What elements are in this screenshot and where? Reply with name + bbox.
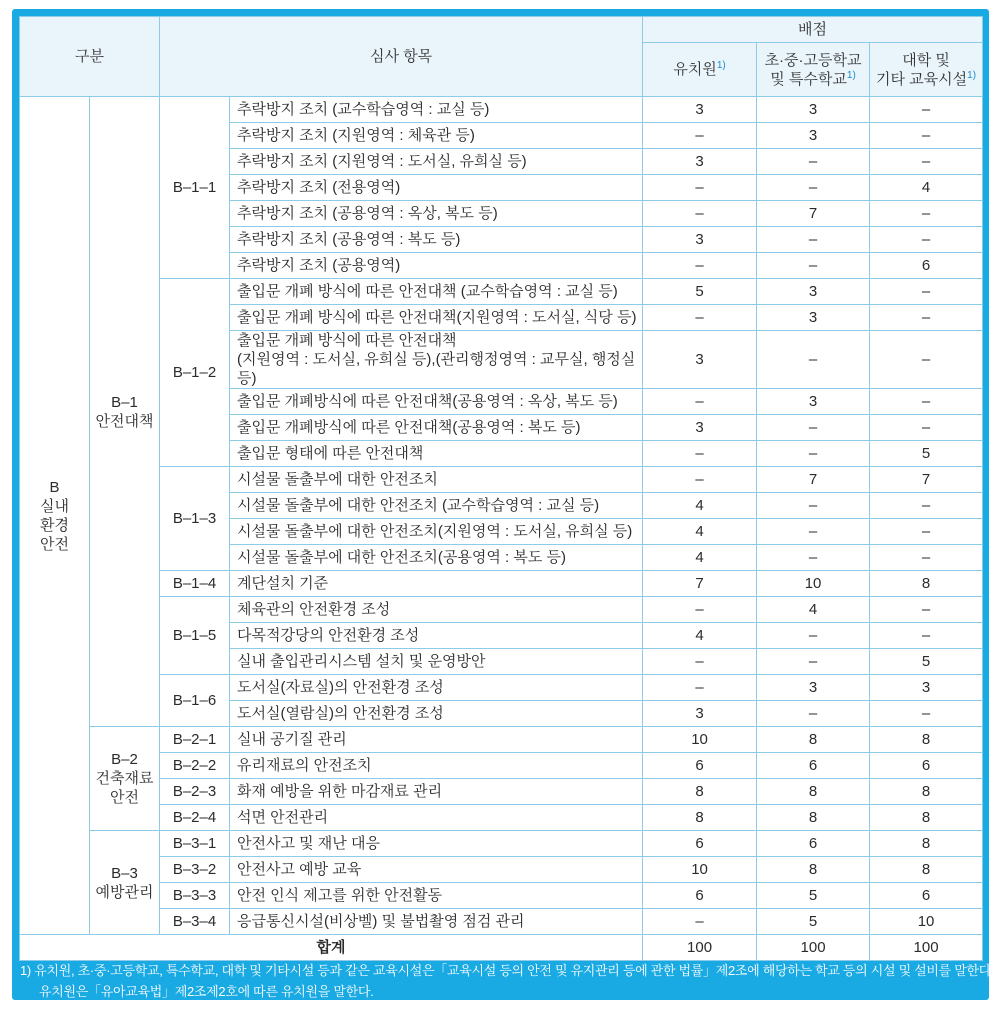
row-item: 시설물 돌출부에 대한 안전조치(공용영역 : 복도 등) [230, 545, 643, 571]
table-row [20, 805, 983, 831]
table-row [20, 675, 983, 701]
row-item: 추락방지 조치 (공용영역 : 복도 등) [230, 227, 643, 253]
score-school: – [757, 649, 870, 675]
score-university: – [870, 389, 983, 415]
score-kindergarten: 3 [643, 701, 757, 727]
score-table [19, 16, 983, 961]
row-item: 출입문 개폐방식에 따른 안전대책(공용영역 : 복도 등) [230, 415, 643, 441]
group-b1: B–1 안전대책 [90, 97, 160, 727]
score-school: – [757, 175, 870, 201]
score-school: 6 [757, 831, 870, 857]
score-school: – [757, 545, 870, 571]
score-school: 7 [757, 201, 870, 227]
score-university: – [870, 597, 983, 623]
row-item: 응급통신시설(비상벨) 및 불법촬영 점검 관리 [230, 909, 643, 935]
score-kindergarten: – [643, 253, 757, 279]
row-item: 추락방지 조치 (교수학습영역 : 교실 등) [230, 97, 643, 123]
row-item: 시설물 돌출부에 대한 안전조치 (교수학습영역 : 교실 등) [230, 493, 643, 519]
score-university: 5 [870, 649, 983, 675]
score-kindergarten: – [643, 649, 757, 675]
score-kindergarten: 8 [643, 779, 757, 805]
row-item: 추락방지 조치 (공용영역 : 옥상, 복도 등) [230, 201, 643, 227]
group-b2: B–2 건축재료 안전 [90, 727, 160, 831]
score-school: – [757, 331, 870, 389]
row-item: 출입문 개폐 방식에 따른 안전대책 (지원영역 : 도서실, 유희실 등),(관리행정영역 : 교무실, 행정실 등) [230, 331, 643, 389]
header-category: 구분 [20, 17, 160, 97]
row-item: 실내 공기질 관리 [230, 727, 643, 753]
table-row [20, 97, 983, 123]
table-row [20, 779, 983, 805]
score-kindergarten: – [643, 467, 757, 493]
row-item: 안전 인식 제고를 위한 안전활동 [230, 883, 643, 909]
total-school: 100 [757, 935, 870, 961]
table-row [20, 909, 983, 935]
table-frame [12, 9, 995, 1000]
row-item: 출입문 개폐방식에 따른 안전대책(공용영역 : 옥상, 복도 등) [230, 389, 643, 415]
score-university: 5 [870, 441, 983, 467]
total-label: 합계 [20, 935, 643, 961]
score-school: 3 [757, 389, 870, 415]
score-kindergarten: – [643, 305, 757, 331]
table-container [19, 16, 982, 959]
row-item: 계단설치 기준 [230, 571, 643, 597]
score-university: 3 [870, 675, 983, 701]
score-school: 3 [757, 97, 870, 123]
footnote-line-2: 유치원은「유아교육법」제2조제2호에 따른 유치원을 말한다. [39, 984, 374, 999]
group-b3: B–3 예방관리 [90, 831, 160, 935]
table-row [20, 571, 983, 597]
score-kindergarten: 3 [643, 227, 757, 253]
score-school: 3 [757, 305, 870, 331]
score-kindergarten: – [643, 123, 757, 149]
score-kindergarten: 6 [643, 753, 757, 779]
score-school: – [757, 701, 870, 727]
table-row [20, 279, 983, 305]
score-university: 8 [870, 727, 983, 753]
row-item: 추락방지 조치 (공용영역) [230, 253, 643, 279]
score-school: 10 [757, 571, 870, 597]
score-school: – [757, 253, 870, 279]
table-row [20, 727, 983, 753]
score-university: 8 [870, 831, 983, 857]
score-university: – [870, 201, 983, 227]
row-item: 출입문 형태에 따른 안전대책 [230, 441, 643, 467]
score-school: 8 [757, 727, 870, 753]
table-row [20, 831, 983, 857]
score-university: – [870, 519, 983, 545]
score-university: – [870, 149, 983, 175]
total-row [20, 935, 983, 961]
score-university: 8 [870, 805, 983, 831]
score-school: 8 [757, 805, 870, 831]
score-university: 6 [870, 883, 983, 909]
score-kindergarten: – [643, 675, 757, 701]
score-kindergarten: 7 [643, 571, 757, 597]
row-item: 시설물 돌출부에 대한 안전조치(지원영역 : 도서실, 유희실 등) [230, 519, 643, 545]
row-item: 추락방지 조치 (지원영역 : 체육관 등) [230, 123, 643, 149]
score-university: 8 [870, 779, 983, 805]
score-kindergarten: 10 [643, 857, 757, 883]
code-b21: B–2–1 [160, 727, 230, 753]
row-item: 체육관의 안전환경 조성 [230, 597, 643, 623]
row-item: 실내 출입관리시스템 설치 및 운영방안 [230, 649, 643, 675]
score-school: – [757, 227, 870, 253]
score-university: – [870, 331, 983, 389]
row-item: 출입문 개폐 방식에 따른 안전대책(지원영역 : 도서실, 식당 등) [230, 305, 643, 331]
score-kindergarten: – [643, 909, 757, 935]
score-university: 8 [870, 571, 983, 597]
score-school: – [757, 415, 870, 441]
score-kindergarten: 6 [643, 883, 757, 909]
table-row [20, 857, 983, 883]
row-item: 안전사고 및 재난 대응 [230, 831, 643, 857]
table-row [20, 753, 983, 779]
score-kindergarten: – [643, 175, 757, 201]
score-kindergarten: 3 [643, 415, 757, 441]
total-kindergarten: 100 [643, 935, 757, 961]
score-school: 3 [757, 279, 870, 305]
score-school: 6 [757, 753, 870, 779]
score-kindergarten: 3 [643, 97, 757, 123]
row-item: 다목적강당의 안전환경 조성 [230, 623, 643, 649]
score-kindergarten: 4 [643, 623, 757, 649]
row-item: 도서실(자료실)의 안전환경 조성 [230, 675, 643, 701]
score-university: – [870, 415, 983, 441]
score-school: 8 [757, 857, 870, 883]
score-school: 7 [757, 467, 870, 493]
code-b34: B–3–4 [160, 909, 230, 935]
score-university: 6 [870, 253, 983, 279]
header-score: 배점 [643, 17, 983, 43]
score-kindergarten: – [643, 441, 757, 467]
row-item: 화재 예방을 위한 마감재료 관리 [230, 779, 643, 805]
score-kindergarten: 10 [643, 727, 757, 753]
score-school: 5 [757, 909, 870, 935]
table-row [20, 597, 983, 623]
score-kindergarten: 3 [643, 149, 757, 175]
total-university: 100 [870, 935, 983, 961]
score-kindergarten: – [643, 201, 757, 227]
code-b14: B–1–4 [160, 571, 230, 597]
header-item: 심사 항목 [160, 17, 643, 97]
score-university: – [870, 97, 983, 123]
row-item: 시설물 돌출부에 대한 안전조치 [230, 467, 643, 493]
score-university: 8 [870, 857, 983, 883]
score-school: – [757, 441, 870, 467]
code-b16: B–1–6 [160, 675, 230, 727]
score-kindergarten: 3 [643, 331, 757, 389]
header-kindergarten: 유치원$^{1)}$ [643, 43, 757, 97]
row-item: 출입문 개폐 방식에 따른 안전대책 (교수학습영역 : 교실 등) [230, 279, 643, 305]
score-kindergarten: 4 [643, 519, 757, 545]
score-school: 3 [757, 123, 870, 149]
category-b: B 실내 환경 안전 [20, 97, 90, 935]
score-kindergarten: 4 [643, 545, 757, 571]
code-b13: B–1–3 [160, 467, 230, 571]
table-row [20, 883, 983, 909]
code-b33: B–3–3 [160, 883, 230, 909]
score-kindergarten: 6 [643, 831, 757, 857]
code-b32: B–3–2 [160, 857, 230, 883]
code-b11: B–1–1 [160, 97, 230, 279]
row-item: 유리재료의 안전조치 [230, 753, 643, 779]
header-school: 초·중·고등학교 및 특수학교$^{1)}$ [757, 43, 870, 97]
score-kindergarten: 5 [643, 279, 757, 305]
code-b24: B–2–4 [160, 805, 230, 831]
header-university: 대학 및 기타 교육시설$^{1)}$ [870, 43, 983, 97]
score-school: – [757, 493, 870, 519]
code-b31: B–3–1 [160, 831, 230, 857]
code-b22: B–2–2 [160, 753, 230, 779]
score-university: – [870, 227, 983, 253]
score-school: – [757, 519, 870, 545]
row-item: 도서실(열람실)의 안전환경 조성 [230, 701, 643, 727]
score-kindergarten: – [643, 389, 757, 415]
score-school: – [757, 149, 870, 175]
code-b23: B–2–3 [160, 779, 230, 805]
score-university: – [870, 305, 983, 331]
score-school: – [757, 623, 870, 649]
score-university: 10 [870, 909, 983, 935]
score-university: – [870, 493, 983, 519]
code-b12: B–1–2 [160, 279, 230, 467]
score-university: – [870, 123, 983, 149]
score-university: – [870, 623, 983, 649]
score-school: 8 [757, 779, 870, 805]
footnote [20, 960, 995, 1002]
score-kindergarten: 8 [643, 805, 757, 831]
score-school: 4 [757, 597, 870, 623]
score-school: 3 [757, 675, 870, 701]
score-university: 4 [870, 175, 983, 201]
row-item: 석면 안전관리 [230, 805, 643, 831]
code-b15: B–1–5 [160, 597, 230, 675]
table-row [20, 467, 983, 493]
score-university: 6 [870, 753, 983, 779]
footnote-line-1: 1) 유치원, 초·중·고등학교, 특수학교, 대학 및 기타시설 등과 같은 교육시설은「교육시설 등의 안전 및 유지관리 등에 관한 법률」제2조에 해당하는 학교 등의 시설 및 설비를 말한다. [20, 963, 995, 978]
score-university: 7 [870, 467, 983, 493]
score-kindergarten: – [643, 597, 757, 623]
score-kindergarten: 4 [643, 493, 757, 519]
score-university: – [870, 545, 983, 571]
row-item: 안전사고 예방 교육 [230, 857, 643, 883]
row-item: 추락방지 조치 (전용영역) [230, 175, 643, 201]
score-university: – [870, 279, 983, 305]
score-school: 5 [757, 883, 870, 909]
row-item: 추락방지 조치 (지원영역 : 도서실, 유희실 등) [230, 149, 643, 175]
score-university: – [870, 701, 983, 727]
